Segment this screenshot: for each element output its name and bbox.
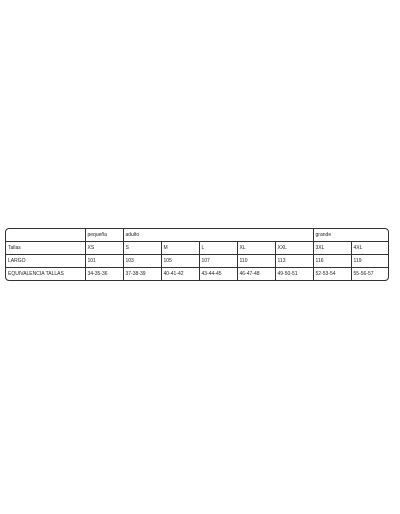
table-cell: 103 xyxy=(123,255,161,268)
row-label-tallas: Tallas xyxy=(6,242,85,255)
table-cell: XS xyxy=(85,242,123,255)
table-cell: 34-35-36 xyxy=(85,268,123,281)
table-cell: 116 xyxy=(313,255,351,268)
size-chart xyxy=(5,228,389,281)
row-label-largo: LARGO xyxy=(6,255,85,268)
size-table xyxy=(6,229,388,280)
row-label-equivalencia: EQUIVALENCIA TALLAS xyxy=(6,268,85,281)
table-cell: 37-38-39 xyxy=(123,268,161,281)
table-cell: 4XL xyxy=(351,242,388,255)
table-cell: 49-50-51 xyxy=(275,268,313,281)
table-cell: XXL xyxy=(275,242,313,255)
table-row xyxy=(6,255,388,268)
table-cell: 101 xyxy=(85,255,123,268)
group-label-grande: grande xyxy=(313,229,388,242)
table-cell: 119 xyxy=(351,255,388,268)
table-cell: 43-44-45 xyxy=(199,268,237,281)
table-cell: M xyxy=(161,242,199,255)
table-cell: 55-56-57 xyxy=(353,271,374,277)
table-row xyxy=(6,268,388,281)
table-cell: L xyxy=(199,242,237,255)
table-cell: 107 xyxy=(199,255,237,268)
table-cell: 40-41-42 xyxy=(161,268,199,281)
table-cell: 105 xyxy=(161,255,199,268)
table-cell: 110 xyxy=(237,255,275,268)
table-cell: 3XL xyxy=(313,242,351,255)
header-corner-cell xyxy=(6,229,85,242)
group-label-adulto: adulto xyxy=(123,229,313,242)
table-cell: 52-53-54 xyxy=(313,268,351,281)
group-label-pequena: pequeña xyxy=(85,229,123,242)
table-cell: XL xyxy=(237,242,275,255)
table-cell: 113 xyxy=(275,255,313,268)
table-cell: S xyxy=(123,242,161,255)
table-row xyxy=(6,242,388,255)
group-header-row xyxy=(6,229,388,242)
table-cell: 46-47-48 xyxy=(237,268,275,281)
